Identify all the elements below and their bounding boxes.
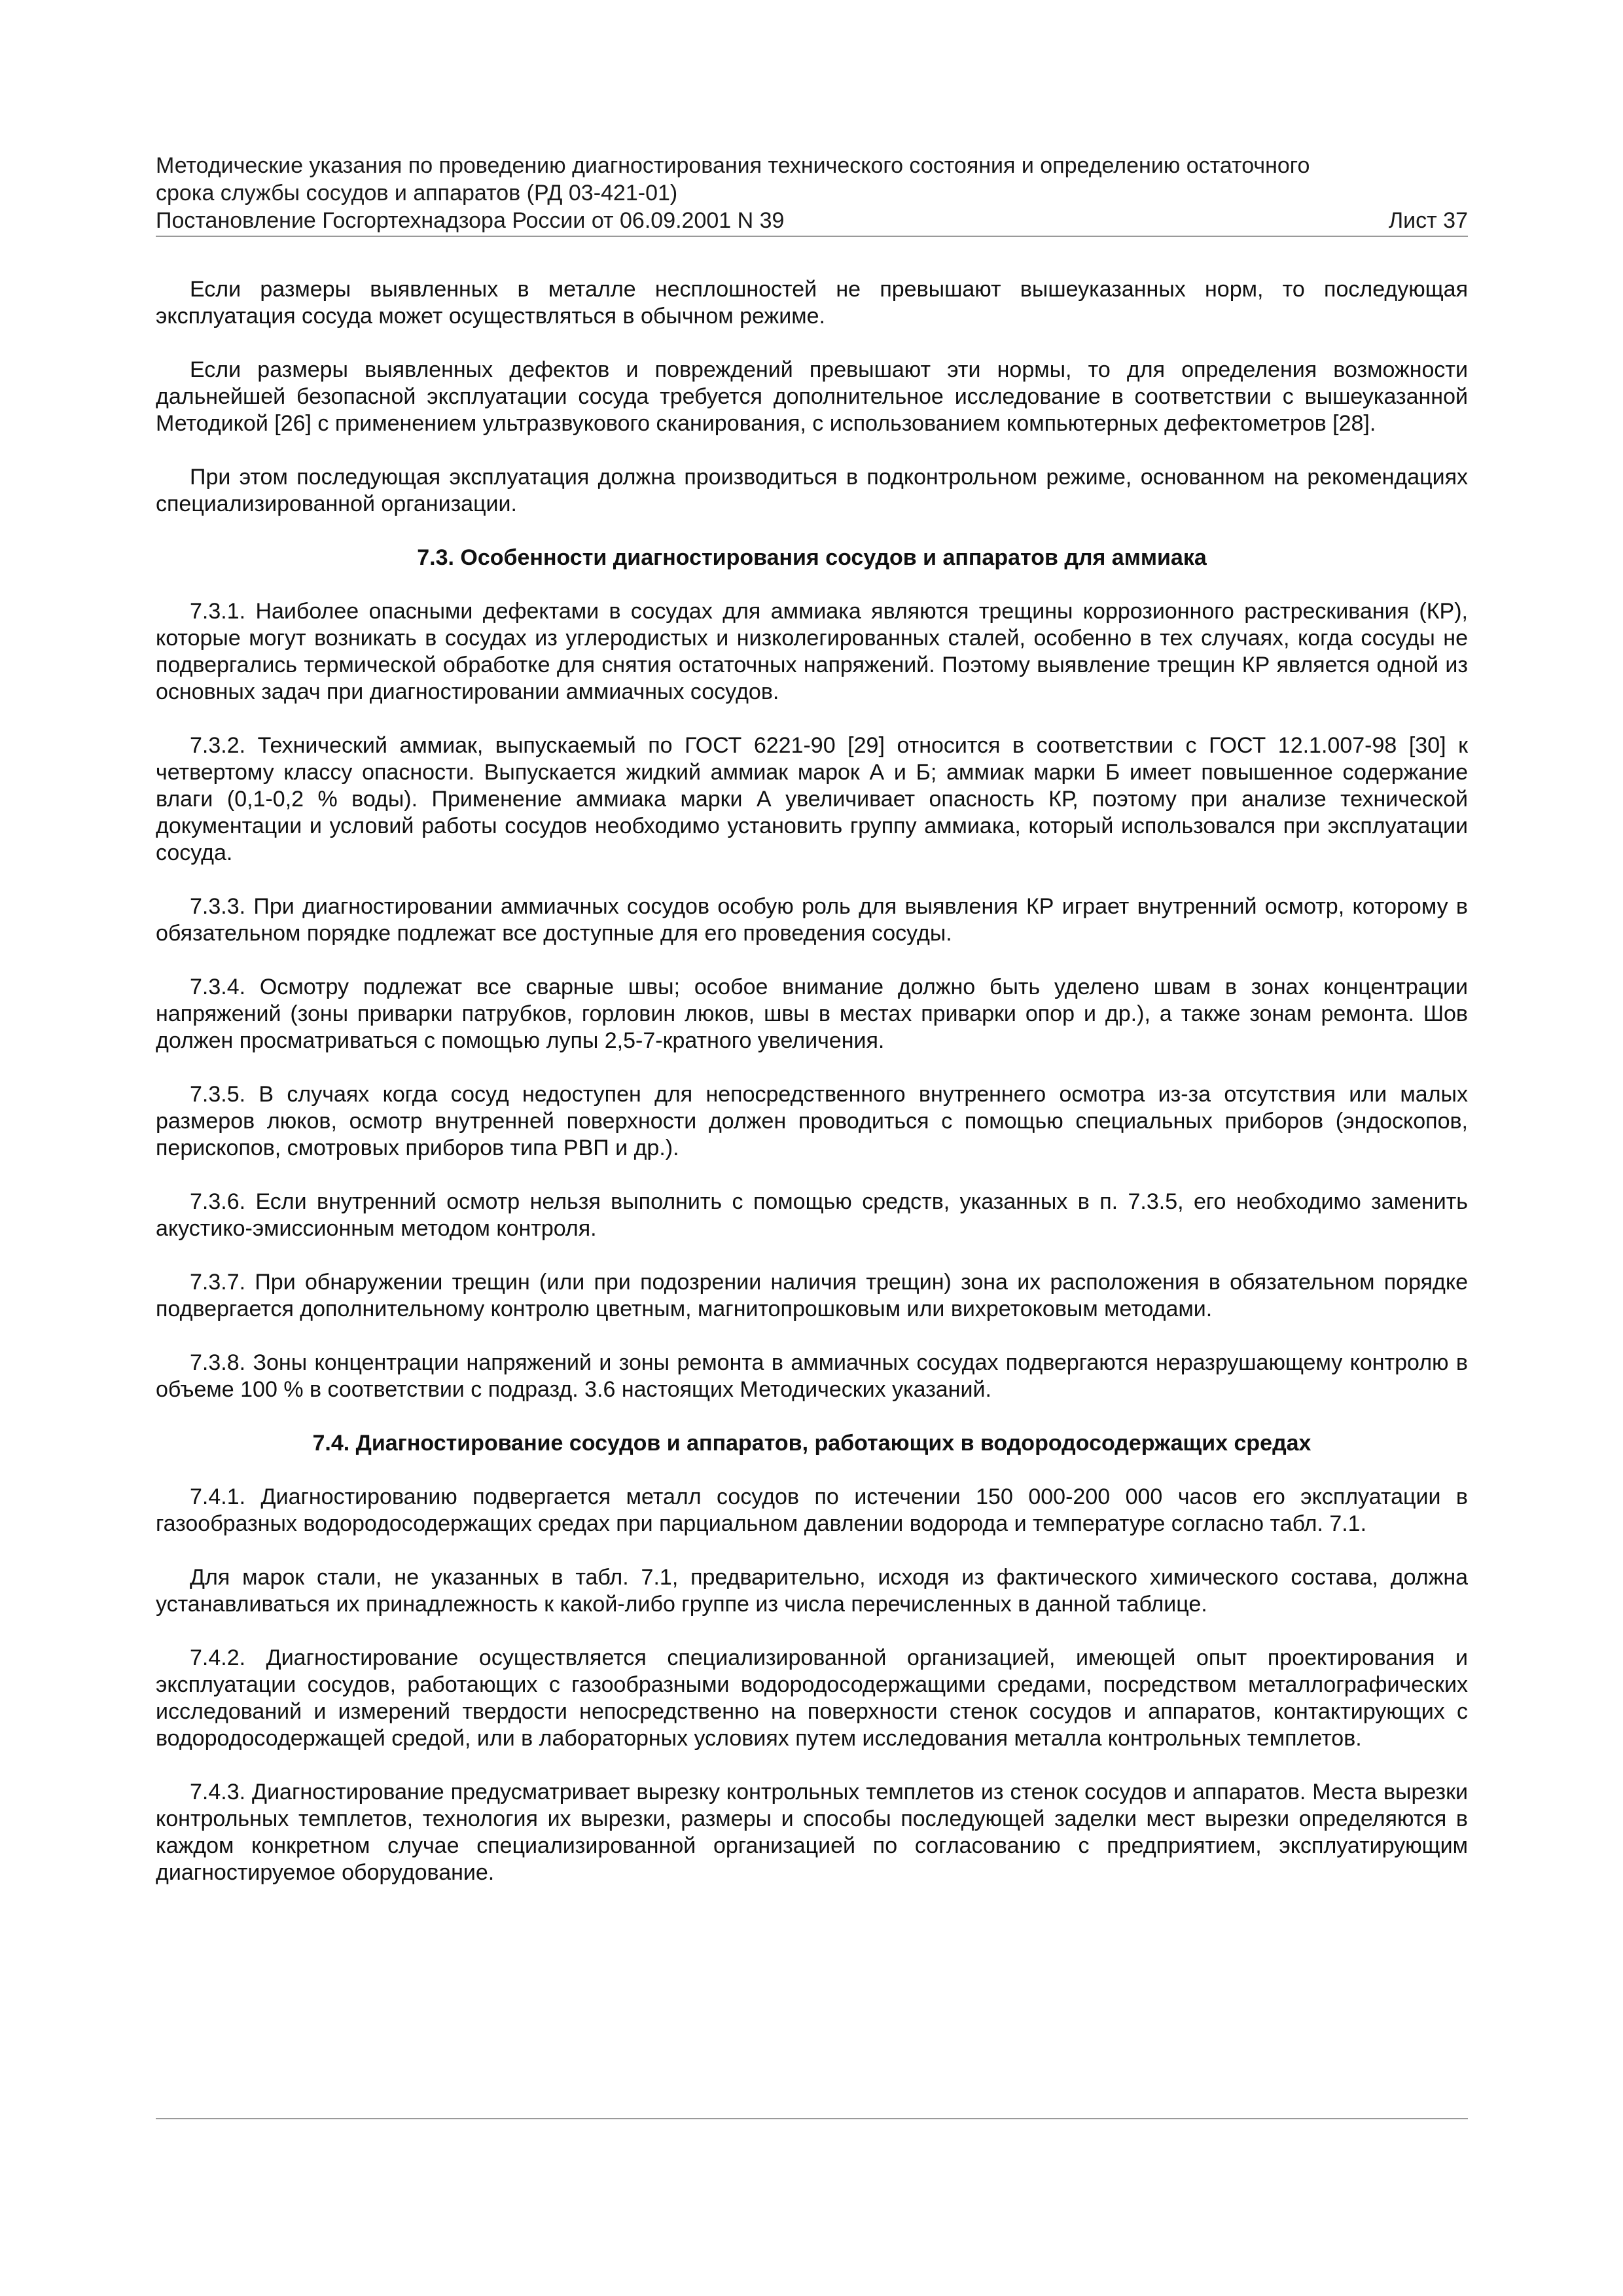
clause-7-3-4: 7.3.4. Осмотру подлежат все сварные швы; особое внимание должно быть уделено швам в зонах концентрации напряжений (зоны приварки патрубков, горловин люков, швы в местах приварки опор и др.), а также зонам ремонта. Шов должен просматриваться с помощью лупы 2,5-7-кратного увеличения.	[156, 975, 1468, 1053]
clause-7-3-6: 7.3.6. Если внутренний осмотр нельзя выполнить с помощью средств, указанных в п. 7.3.5, его необходимо заменить акустико-эмиссионным методом контроля.	[156, 1189, 1468, 1241]
clause-7-3-8: 7.3.8. Зоны концентрации напряжений и зоны ремонта в аммиачных сосудах подвергаются неразрушающему контролю в объеме 100 % в соответствии с подразд. 3.6 настоящих Методических указаний.	[156, 1350, 1468, 1402]
clause-7-4-3: 7.4.3. Диагностирование предусматривает вырезку контрольных темплетов из стенок сосудов и аппаратов. Места вырезки контрольных темплетов, технология их вырезки, размеры и способы последующей заделки мест вырезки определяются в каждом конкретном случае специализированной организацией по согласованию с предприятием, эксплуатирующим диагностируемое оборудование.	[156, 1780, 1468, 1885]
clause-7-3-1: 7.3.1. Наиболее опасными дефектами в сосудах для аммиака являются трещины коррозионного растрескивания (КР), которые могут возникать в сосудах из углеродистых и низколегированных сталей, особенно в тех случаях, когда сосуды не подвергались термической обработке для снятия остаточных напряжений. Поэтому выявление трещин КР является одной из основных задач при диагностировании аммиачных сосудов.	[156, 599, 1468, 704]
document-page	[156, 152, 1468, 1913]
section-heading-7-4: 7.4. Диагностирование сосудов и аппаратов, работающих в водородосодержащих средах	[312, 1431, 1311, 1456]
footer-divider	[156, 2118, 1468, 2119]
document-body	[156, 276, 1468, 1886]
clause-7-4-2: 7.4.2. Диагностирование осуществляется специализированной организацией, имеющей опыт проектирования и эксплуатации сосудов, работающих с газообразными водородосодержащими средами, посредством металлографических исследований и измерений твердости непосредственно на поверхности стенок сосудов и аппаратов, контактирующих с водородосодержащей средой, или в лабораторных условиях путем исследования металла контрольных темплетов.	[156, 1645, 1468, 1751]
page-header	[156, 152, 1468, 237]
paragraph-defects-exceed-norms: Если размеры выявленных дефектов и повреждений превышают эти нормы, то для определения возможности дальнейшей безопасной эксплуатации сосуда требуется дополнительное исследование в соответствии с вышеуказанной Методикой [26] с применением ультразвукового сканирования, с использованием компьютерных дефектометров [28].	[156, 357, 1468, 436]
header-divider	[156, 236, 1468, 237]
sheet-number: Лист 37	[1388, 208, 1468, 233]
clause-7-3-7: 7.3.7. При обнаружении трещин (или при подозрении наличия трещин) зона их расположения в обязательном порядке подвергается дополнительному контролю цветным, магнитопрошковым или вихретоковым методами.	[156, 1270, 1468, 1321]
header-title-line-1: Методические указания по проведению диагностирования технического состояния и определению остаточного	[156, 153, 1310, 178]
paragraph-defects-within-norms: Если размеры выявленных в металле несплошностей не превышают вышеуказанных норм, то последующая эксплуатация сосуда может осуществляться в обычном режиме.	[156, 277, 1468, 329]
header-source-row	[156, 207, 1468, 234]
section-heading-7-3: 7.3. Особенности диагностирования сосудов и аппаратов для аммиака	[417, 545, 1207, 570]
clause-7-4-1-steel-grades: Для марок стали, не указанных в табл. 7.1, предварительно, исходя из фактического химического состава, должна устанавливаться их принадлежность к какой-либо группе из числа перечисленных в данной таблице.	[156, 1565, 1468, 1617]
header-title-line-2: срока службы сосудов и аппаратов (РД 03-421-01)	[156, 181, 678, 206]
clause-7-3-5: 7.3.5. В случаях когда сосуд недоступен для непосредственного внутреннего осмотра из-за отсутствия или малых размеров люков, осмотр внутренней поверхности должен проводиться с помощью специальных приборов (эндоскопов, перископов, смотровых приборов типа РВП и др.).	[156, 1082, 1468, 1160]
paragraph-controlled-operation: При этом последующая эксплуатация должна производиться в подконтрольном режиме, основанном на рекомендациях специализированной организации.	[156, 465, 1468, 516]
header-source: Постановление Госгортехнадзора России от 06.09.2001 N 39	[156, 208, 785, 233]
clause-7-3-3: 7.3.3. При диагностировании аммиачных сосудов особую роль для выявления КР играет внутренний осмотр, которому в обязательном порядке подлежат все доступные для его проведения сосуды.	[156, 894, 1468, 946]
clause-7-3-2: 7.3.2. Технический аммиак, выпускаемый по ГОСТ 6221-90 [29] относится в соответствии с ГОСТ 12.1.007-98 [30] к четвертому классу опасности. Выпускается жидкий аммиак марок А и Б; аммиак марки Б имеет повышенное содержание влаги (0,1-0,2 % воды). Применение аммиака марки А увеличивает опасность КР, поэтому при анализе технической документации и условий работы сосудов необходимо установить группу аммиака, который использовался при эксплуатации сосуда.	[156, 733, 1468, 865]
clause-7-4-1: 7.4.1. Диагностированию подвергается металл сосудов по истечении 150 000-200 000 часов его эксплуатации в газообразных водородосодержащих средах при парциальном давлении водорода и температуре согласно табл. 7.1.	[156, 1484, 1468, 1536]
